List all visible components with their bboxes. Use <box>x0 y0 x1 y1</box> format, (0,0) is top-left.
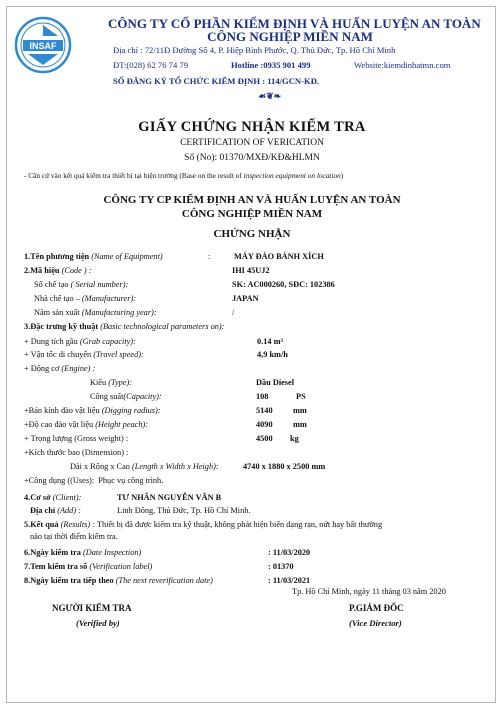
client-label: 4.Cơ sở (Client): <box>24 493 82 502</box>
label-no-label: 7.Tem kiểm tra số (Verification label) <box>24 562 153 571</box>
height-unit: mm <box>293 420 307 429</box>
power-value: 108 <box>256 392 269 401</box>
verifier-title: NGƯỜI KIỂM TRA <box>52 603 132 613</box>
header-ornament: ☙❦❧ <box>258 91 282 101</box>
insaf-logo <box>14 16 72 74</box>
dims-label: +Kích thước bao (Dimension) : <box>24 448 129 457</box>
basis-line: - Căn cứ vào kết quả kiểm tra thiết bị tại hiện trường (Base on the result of inspection equipment on location) <box>24 171 344 180</box>
weight-unit: kg <box>290 434 299 443</box>
result-line1: 5.Kết quả (Results) : Thiết bị đã được kiểm tra kỹ thuật, không phát hiện biến dạng rạn, nứt hay bất thường <box>24 520 383 529</box>
equipment-name-sep: : <box>208 252 211 261</box>
header-website: Website:kiemdinhatmn.com <box>354 60 451 70</box>
radius-value: 5140 <box>256 406 273 415</box>
client-value: TƯ NHÂN NGUYỄN VĂN B <box>117 493 222 502</box>
certificate-title: GIẤY CHỨNG NHẬN KIỂM TRA <box>138 119 366 135</box>
header-registration: SỐ ĐĂNG KÝ TỔ CHỨC KIỂM ĐỊNH : 114/GCN-KĐ. <box>113 76 320 86</box>
header-hotline: Hotline :0935 901 499 <box>231 60 311 70</box>
speed-label: + Vận tốc di chuyển (Travel speed): <box>24 350 144 359</box>
header-phone: ĐT:(028) 62 76 74 79 <box>113 60 188 70</box>
grab-label: + Dung tích gầu (Grab capacity): <box>24 337 136 346</box>
inspection-label: 6.Ngày kiểm tra (Date Inspection) <box>24 548 142 557</box>
next-date-value: : 11/03/2021 <box>268 576 311 585</box>
engine-label: + Động cơ (Engine) : <box>24 364 96 373</box>
grab-value: 0.14 m³ <box>257 337 283 346</box>
type-label: Kiểu (Type): <box>90 378 133 387</box>
header-address: Địa chỉ : 72/11Đ Đường Số 4, P. Hiệp Bình Phước, Q. Thủ Đức, Tp. Hồ Chí Minh <box>113 45 396 55</box>
header-company-line2: CÔNG NGHIỆP MIỀN NAM <box>207 29 373 44</box>
equipment-name-value: MÁY ĐÀO BÁNH XÍCH <box>234 252 324 261</box>
maker-label: Nhà chế tạo – (Manufacturer): <box>34 294 136 303</box>
weight-value: 4500 <box>256 434 273 443</box>
weight-label: + Trọng lượng (Gross weight) : <box>24 434 129 443</box>
dims-value: 4740 x 1880 x 2500 mm <box>243 462 326 471</box>
height-value: 4090 <box>256 420 273 429</box>
place-date: Tp. Hồ Chí Minh, ngày 11 tháng 03 năm 2020 <box>292 587 446 596</box>
equipment-name-label: 1.Tên phương tiện (Name of Equipment) <box>24 252 163 261</box>
maker-value: JAPAN <box>232 294 259 303</box>
specs-heading: 3.Đặc trưng kỹ thuật (Basic technological parameters on): <box>24 322 225 331</box>
certificate-title-en: CERTIFICATION OF VERICATION <box>180 138 324 148</box>
label-no-value: : 01370 <box>268 562 294 571</box>
client-address-label: Địa chỉ (Add) : <box>30 506 81 515</box>
height-label: +Độ cao đào vật liệu (Height peach): <box>24 420 149 429</box>
power-label: Công suất(Capacity): <box>90 392 162 401</box>
issuer-line2: CÔNG NGHIỆP MIỀN NAM <box>181 208 323 220</box>
year-label: Năm sản xuất (Manufacturing year): <box>34 308 157 317</box>
radius-label: +Bán kính đào vật liệu (Digging radius): <box>24 406 161 415</box>
certifies-heading: CHỨNG NHẬN <box>213 228 291 240</box>
type-value: Dầu Diesel <box>256 378 295 387</box>
logo-text: INSAF <box>29 41 57 51</box>
uses-line: +Công dụng ((Uses): Phục vụ công trình. <box>24 476 164 485</box>
serial-label: Số chế tạo ( Serial number): <box>34 280 129 289</box>
director-subtitle: (Vice Director) <box>349 618 402 628</box>
model-label: 2.Mã hiệu (Code ) : <box>24 266 92 275</box>
next-date-label: 8.Ngày kiểm tra tiếp theo (The next reverification date) <box>24 576 213 585</box>
verifier-subtitle: (Verified by) <box>76 618 120 628</box>
certificate-number: Số (No): 01370/MXĐ/KĐ&HLMN <box>184 153 320 163</box>
issuer-line1: CÔNG TY CP KIỂM ĐỊNH AN VÀ HUẤN LUYỆN AN TOÀN <box>103 194 401 206</box>
serial-value: SK: AC000260, SĐC: 102386 <box>232 280 335 289</box>
header-company-line1: CÔNG TY CỔ PHẦN KIỂM ĐỊNH VÀ HUẤN LUYỆN AN TOÀN <box>108 16 481 31</box>
client-address-value: Linh Đông, Thủ Đức, Tp. Hồ Chí Minh. <box>117 506 251 515</box>
radius-unit: mm <box>293 406 307 415</box>
dims-sub-label: Dài x Rộng x Cao (Length x Width x Heigh): <box>70 462 219 471</box>
inspection-value: : 11/03/2020 <box>268 548 311 557</box>
year-value: / <box>232 308 235 317</box>
model-value: IHI 45UJ2 <box>232 266 270 275</box>
result-line2: nào tại thời điểm kiểm tra. <box>30 532 118 541</box>
director-title: P.GIÁM ĐỐC <box>349 603 404 613</box>
speed-value: 4,9 km/h <box>257 350 288 359</box>
power-unit: PS <box>296 392 306 401</box>
